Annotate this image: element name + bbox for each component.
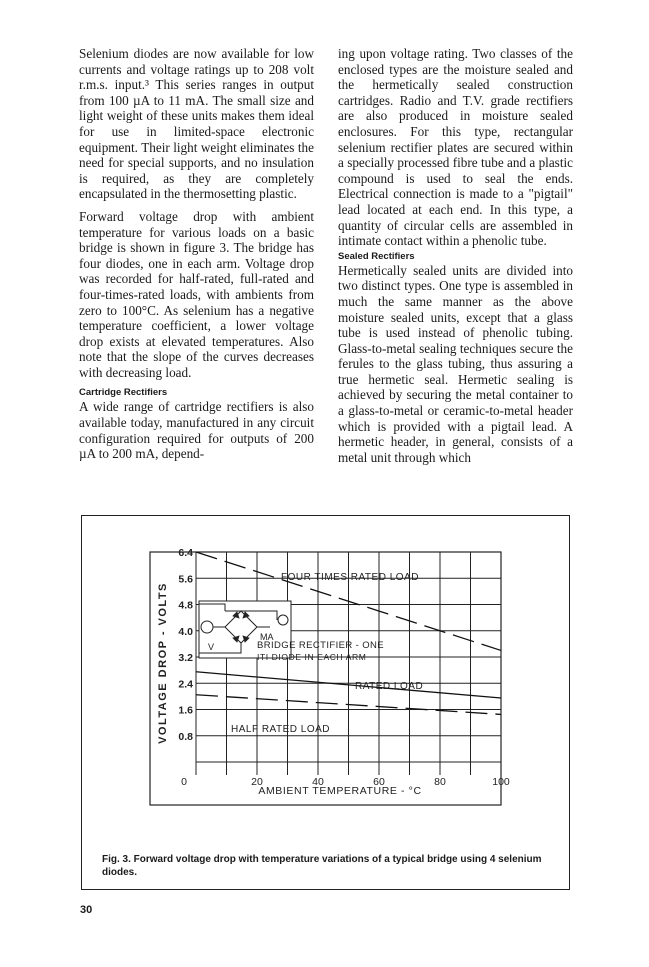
series-label-rated: RATED LOAD bbox=[355, 681, 424, 692]
x-tick-label: 40 bbox=[312, 776, 324, 788]
y-axis-label: VOLTAGE DROP - VOLTS bbox=[157, 582, 169, 744]
right-paragraph-2: Hermetically sealed units are divided into two distinct types. One type is assembled in much the same manner as the above moisture sealed units, except that a glass tube is used instead of phenolic tubing. Glass-to-metal sealing techniques secure the ferules to the glass tubing, thus assuring a true hermetic seal. Hermetic sealing is achieved by securing the metal container to a glass-to-metal or ceramic-to-metal header which is provided with a pigtail lead. A hermetic header, in general, consists of a metal unit through which bbox=[338, 262, 573, 465]
x-tick-label: 80 bbox=[434, 776, 446, 788]
chart-grid bbox=[196, 552, 501, 775]
sealed-rectifiers-heading: Sealed Rectifiers bbox=[338, 250, 415, 262]
inset-meter-v: V bbox=[208, 642, 215, 652]
x-tick-label: 0 bbox=[181, 776, 187, 788]
y-tick-label: 0.8 bbox=[178, 730, 193, 743]
figure-caption: Fig. 3. Forward voltage drop with temperature variations of a typical bridge using 4 selenium diodes. bbox=[102, 854, 542, 878]
x-tick-label: 100 bbox=[492, 776, 510, 788]
x-tick-label: 60 bbox=[373, 776, 385, 788]
x-tick-label: 20 bbox=[251, 776, 263, 788]
series-label-half-rated: HALF RATED LOAD bbox=[231, 724, 330, 735]
milliammeter-icon bbox=[278, 615, 288, 625]
bridge-circuit-inset bbox=[199, 601, 384, 662]
cartridge-rectifiers-heading: Cartridge Rectifiers bbox=[79, 387, 168, 399]
page-number: 30 bbox=[80, 904, 93, 916]
y-tick-label: 6.4 bbox=[178, 547, 193, 559]
left-paragraph-1: Selenium diodes are now available for low currents and voltage ratings up to 208 volt r.m.s. input.³ This series ranges in output from 100 µA to 11 mA. The small size and light weight of these units makes them ideal for use in limited-space electronic equipment. Their light weight eliminates the need for special supports, and no insulation is required, as they are completely encapsulated in the thermosetting plastic. bbox=[79, 46, 314, 202]
plot-frame bbox=[150, 552, 501, 805]
voltmeter-icon bbox=[201, 621, 213, 633]
y-tick-label: 2.4 bbox=[178, 678, 193, 691]
inset-label-line-1: BRIDGE RECTIFIER - ONE bbox=[257, 640, 385, 651]
x-axis-label: AMBIENT TEMPERATURE - °C bbox=[258, 785, 422, 797]
y-tick-label: 5.6 bbox=[178, 573, 193, 586]
y-tick-label: 3.2 bbox=[178, 652, 193, 664]
y-tick-label: 4.8 bbox=[178, 599, 193, 612]
y-tick-label: 4.0 bbox=[178, 625, 193, 638]
inset-meter-ma: MA bbox=[260, 632, 274, 642]
inset-label-line-2: ITI DIODE IN EACH ARM bbox=[257, 652, 367, 662]
chart-ticks bbox=[178, 547, 510, 788]
y-tick-label: 1.6 bbox=[178, 704, 193, 717]
right-paragraph-1: ing upon voltage rating. Two classes of the enclosed types are the moisture sealed and the hermetically sealed construction cartridges. Radio and T.V. grade rectifiers are also produced in moisture sealed enclosures. For this type, rectangular selenium rectifier plates are secured within a specially processed fibre tube and a plastic compound is used to seal the ends. Electrical connection is made to a "pigtail" lead located at each end. In this type, a quantity of circular cells are assembled in intimate contact within a phenolic tube. bbox=[338, 46, 573, 249]
series-label-four-times: FOUR TIMES RATED LOAD bbox=[281, 572, 419, 583]
left-paragraph-2: Forward voltage drop with ambient temperature for various loads on a basic bridge is shown in figure 3. The bridge has four diodes, one in each arm. Voltage drop was recorded for half-rated, full-rated and four-times-rated loads, with ambients from zero to 100°C. As selenium has a negative temperature coefficient, a lower voltage drop exists at elevated temperatures. Also note that the slope of the curves decreases with decreasing load. bbox=[79, 208, 314, 380]
left-paragraph-3: A wide range of cartridge rectifiers is also available today, manufactured in any circuit configuration required for outputs of 200 µA to 200 mA, depend- bbox=[79, 399, 314, 462]
